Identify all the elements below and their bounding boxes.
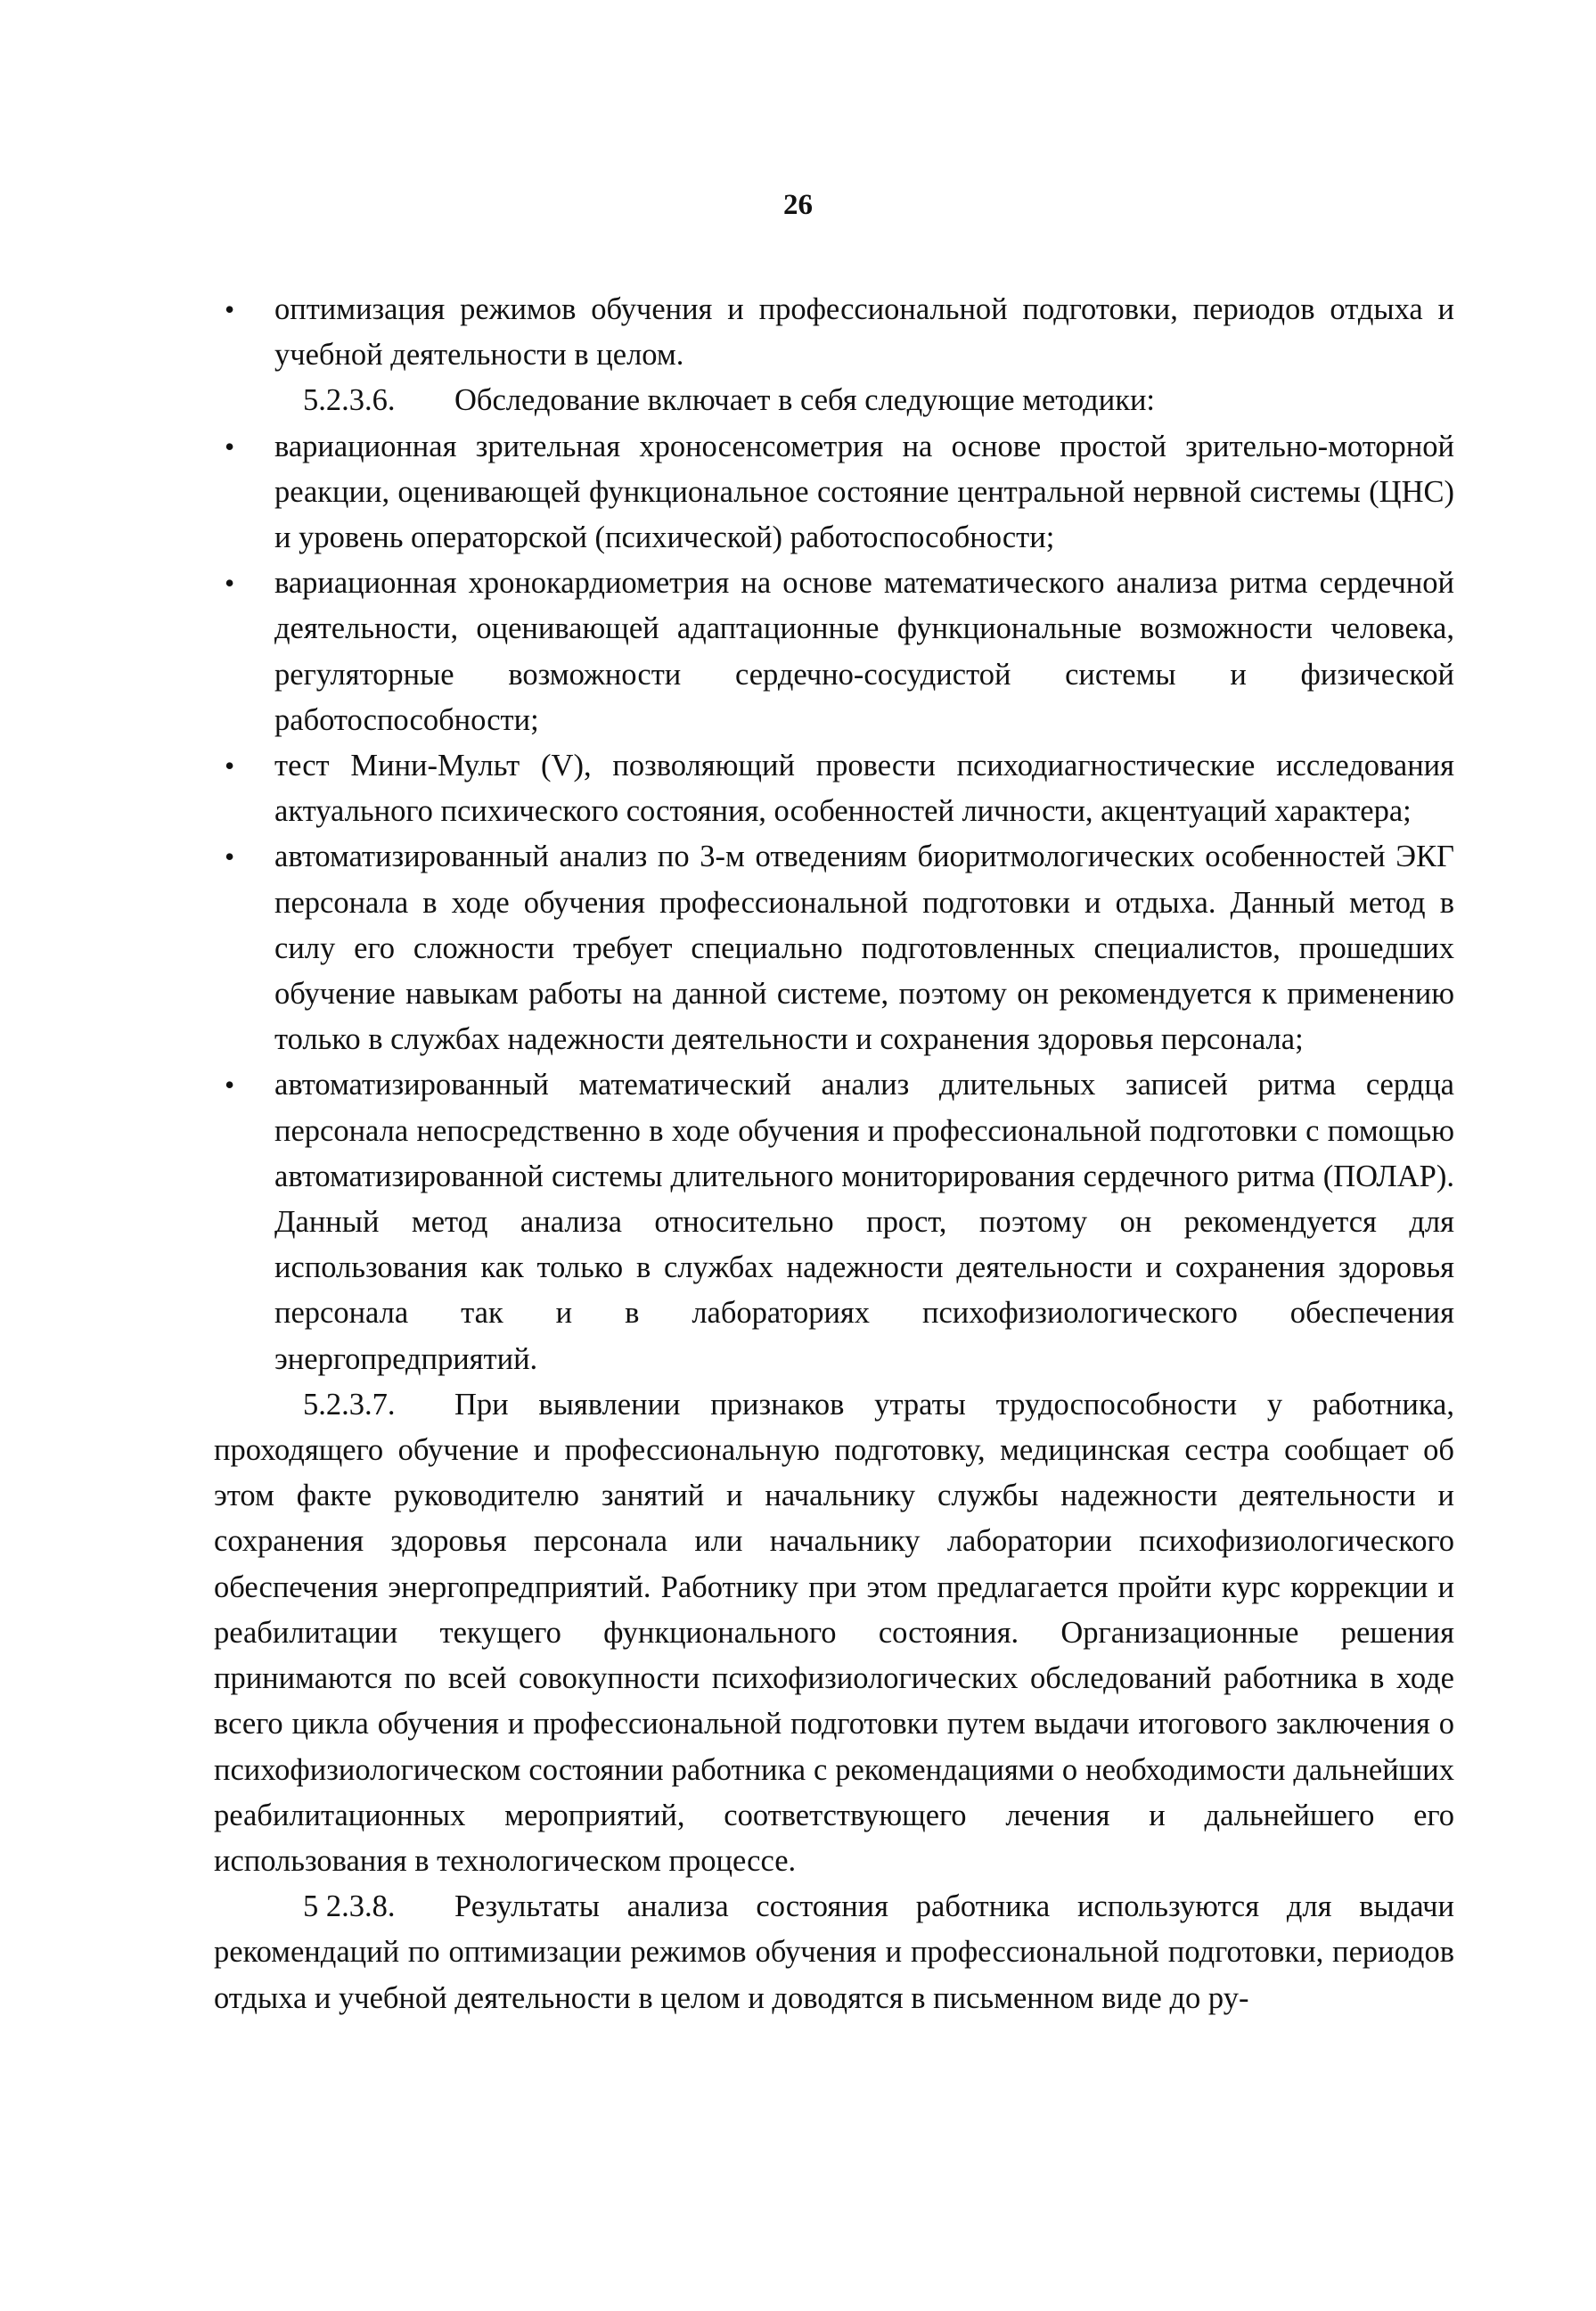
clause-number: 5.2.3.6. — [303, 383, 396, 418]
bullet-list-goals — [214, 287, 1454, 378]
clause-number: 5 2.3.8. — [303, 1889, 396, 1924]
clause-text: Обследование включает в себя следующие методики: — [454, 383, 1156, 418]
document-body — [214, 287, 1454, 2021]
clause-text: При выявлении признаков утраты трудоспособности у работника, проходящего обучение и профессиональную подготовку, медицинская сестра сообщает об этом факте руководителю занятий и начальнику службы надежности деятельности и сохранения здоровья персонала или начальнику лаборатории психофизиологического обеспечения энергопредприятий. Работнику при этом предлагается пройти курс коррекции и реабилитации текущего функционального состояния. Организационные решения принимаются по всей совокупности психофизиологических обследований работника в ходе всего цикла обучения и профессиональной подготовки путем выдачи итогового заключения о психофизиологическом состоянии работника с рекомендациями о необходимости дальнейших реабилитационных мероприятий, соответствующего лечения и дальнейшего его использования в технологическом процессе. — [214, 1387, 1454, 1878]
list-item: • вариационная хронокардиометрия на основе математического анализа ритма сердечной деятельности, оценивающей адаптационные функциональные возможности человека, регуляторные возможности сердечно-сосудистой системы и физической работоспособности; — [214, 561, 1454, 743]
bullet-list-methods — [214, 424, 1454, 1382]
clause-5-2-3-7 — [214, 1382, 1454, 1884]
list-item: • оптимизация режимов обучения и профессиональной подготовки, периодов отдыха и учебной деятельности в целом. — [214, 287, 1454, 378]
clause-number: 5.2.3.7. — [303, 1387, 396, 1422]
clause-5-2-3-8 — [214, 1884, 1454, 2021]
clause-5-2-3-6 — [214, 378, 1454, 423]
clause-text: Результаты анализа состояния работника используются для выдачи рекомендаций по оптимизации режимов обучения и профессиональной подготовки, периодов отдыха и учебной деятельности в целом и доводятся в письменном виде до ру- — [214, 1889, 1454, 2015]
list-item: • вариационная зрительная хроносенсометрия на основе простой зрительно-моторной реакции, оценивающей функциональное состояние центральной нервной системы (ЦНС) и уровень операторской (психической) работоспособности; — [214, 424, 1454, 561]
list-item: • автоматизированный анализ по 3-м отведениям биоритмологических особенностей ЭКГ персонала в ходе обучения профессиональной подготовки и отдыха. Данный метод в силу его сложности требует специально подготовленных специалистов, прошедших обучение навыкам работы на данной системе, поэтому он рекомендуется к применению только в службах надежности деятельности и сохранения здоровья персонала; — [214, 834, 1454, 1062]
list-item: • тест Мини-Мульт (V), позволяющий провести психодиагностические исследования актуального психического состояния, особенностей личности, акцентуаций характера; — [214, 743, 1454, 834]
list-item: • автоматизированный математический анализ длительных записей ритма сердца персонала непосредственно в ходе обучения и профессиональной подготовки с помощью автоматизированной системы длительного мониторирования сердечного ритма (ПОЛАР). Данный метод анализа относительно прост, поэтому он рекомендуется для использования как только в службах надежности деятельности и сохранения здоровья персонала так и в лабораториях психофизиологического обеспечения энергопредприятий. — [214, 1062, 1454, 1381]
page-number: 26 — [783, 189, 813, 221]
